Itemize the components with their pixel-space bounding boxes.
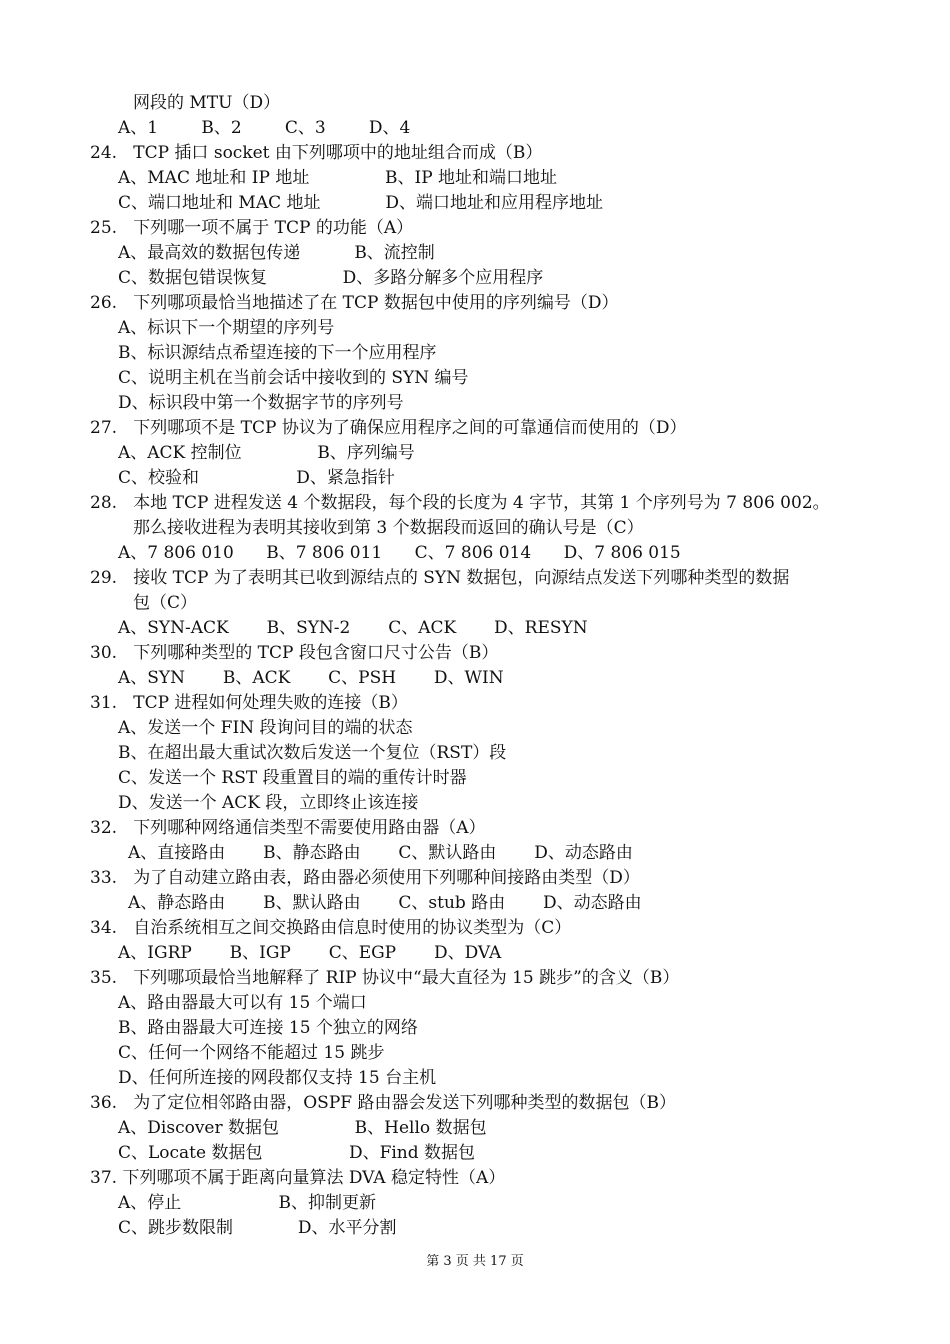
- text-line: 包（C）: [133, 593, 198, 613]
- text-line: 29. 接收 TCP 为了表明其已收到源结点的 SYN 数据包，向源结点发送下列哪种类型的数据: [90, 568, 790, 588]
- text-line: C、说明主机在当前会话中接收到的 SYN 编号: [118, 368, 469, 388]
- text-line: 30. 下列哪种类型的 TCP 段包含窗口尺寸公告（B）: [90, 643, 499, 663]
- text-line: 36. 为了定位相邻路由器，OSPF 路由器会发送下列哪种类型的数据包（B）: [90, 1093, 676, 1113]
- text-line: B、路由器最大可连接 15 个独立的网络: [118, 1018, 418, 1038]
- text-line: 28. 本地 TCP 进程发送 4 个数据段，每个段的长度为 4 字节，其第 1 个序列号为 7 806 002。: [90, 493, 830, 513]
- text-line: 34. 自治系统相互之间交换路由信息时使用的协议类型为（C）: [90, 918, 572, 938]
- text-line: C、跳步数限制 D、水平分割: [118, 1218, 397, 1238]
- text-line: D、标识段中第一个数据字节的序列号: [118, 393, 404, 413]
- text-line: C、数据包错误恢复 D、多路分解多个应用程序: [118, 268, 544, 288]
- text-line: A、SYN B、ACK C、PSH D、WIN: [118, 668, 504, 688]
- text-line: A、IGRP B、IGP C、EGP D、DVA: [118, 943, 502, 963]
- text-line: D、发送一个 ACK 段，立即终止该连接: [118, 793, 419, 813]
- text-line: A、标识下一个期望的序列号: [118, 318, 335, 338]
- text-line: C、发送一个 RST 段重置目的端的重传计时器: [118, 768, 467, 788]
- page-footer: 第 3 页 共 17 页: [426, 1254, 524, 1269]
- text-line: C、Locate 数据包 D、Find 数据包: [118, 1143, 476, 1163]
- text-line: A、静态路由 B、默认路由 C、stub 路由 D、动态路由: [128, 893, 642, 913]
- text-line: A、1 B、2 C、3 D、4: [118, 118, 411, 138]
- text-line: B、标识源结点希望连接的下一个应用程序: [118, 343, 437, 363]
- text-line: 32. 下列哪种网络通信类型不需要使用路由器（A）: [90, 818, 486, 838]
- text-line: A、最高效的数据包传递 B、流控制: [118, 243, 435, 263]
- text-line: 35. 下列哪项最恰当地解释了 RIP 协议中“最大直径为 15 跳步”的含义（B）: [90, 968, 680, 988]
- text-line: 33. 为了自动建立路由表，路由器必须使用下列哪种间接路由类型（D）: [90, 868, 640, 888]
- text-line: C、任何一个网络不能超过 15 跳步: [118, 1043, 385, 1063]
- text-line: 26. 下列哪项最恰当地描述了在 TCP 数据包中使用的序列编号（D）: [90, 293, 619, 313]
- text-line: 25. 下列哪一项不属于 TCP 的功能（A）: [90, 218, 414, 238]
- text-line: 37. 下列哪项不属于距离向量算法 DVA 稳定特性（A）: [90, 1168, 506, 1188]
- text-line: 24. TCP 插口 socket 由下列哪项中的地址组合而成（B）: [90, 143, 543, 163]
- text-line: A、直接路由 B、静态路由 C、默认路由 D、动态路由: [128, 843, 633, 863]
- text-line: A、MAC 地址和 IP 地址 B、IP 地址和端口地址: [118, 168, 558, 188]
- text-line: A、7 806 010 B、7 806 011 C、7 806 014 D、7 806 015: [118, 543, 681, 563]
- text-line: 网段的 MTU（D）: [133, 93, 281, 113]
- text-line: A、Discover 数据包 B、Hello 数据包: [118, 1118, 487, 1138]
- text-line: D、任何所连接的网段都仅支持 15 台主机: [118, 1068, 437, 1088]
- text-line: C、校验和 D、紧急指针: [118, 468, 395, 488]
- text-line: A、ACK 控制位 B、序列编号: [118, 443, 415, 463]
- text-line: A、SYN-ACK B、SYN-2 C、ACK D、RESYN: [118, 618, 588, 638]
- text-line: C、端口地址和 MAC 地址 D、端口地址和应用程序地址: [118, 193, 603, 213]
- text-line: B、在超出最大重试次数后发送一个复位（RST）段: [118, 743, 507, 763]
- text-line: A、发送一个 FIN 段询问目的端的状态: [118, 718, 413, 738]
- text-line: 那么接收进程为表明其接收到第 3 个数据段而返回的确认号是（C）: [133, 518, 644, 538]
- text-line: A、停止 B、抑制更新: [118, 1193, 377, 1213]
- text-line: A、路由器最大可以有 15 个端口: [118, 993, 367, 1013]
- text-line: 27. 下列哪项不是 TCP 协议为了确保应用程序之间的可靠通信而使用的（D）: [90, 418, 687, 438]
- text-line: 31. TCP 进程如何处理失败的连接（B）: [90, 693, 408, 713]
